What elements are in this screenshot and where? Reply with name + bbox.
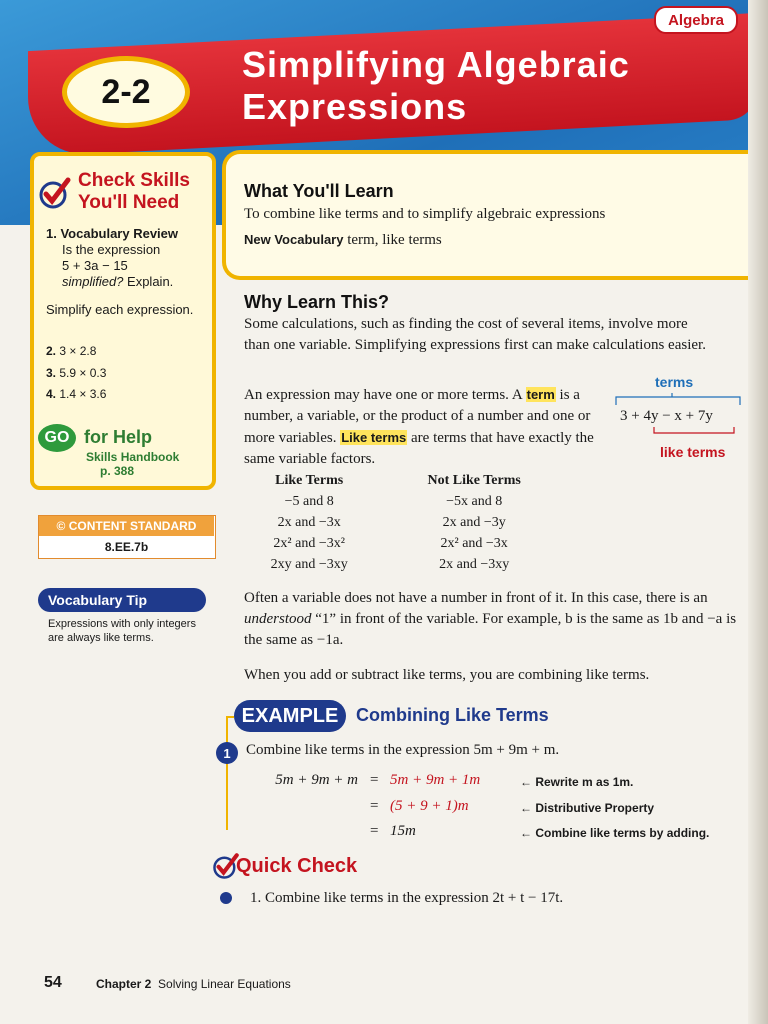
title-line-1: Simplifying Algebraic — [242, 44, 630, 85]
for-help-link[interactable]: for Help — [84, 427, 153, 447]
check-skills-title — [78, 170, 190, 214]
equals-sign: = — [370, 823, 379, 839]
why-heading: Why Learn This? — [244, 292, 390, 312]
bullet-icon — [220, 892, 232, 904]
diagram-expression: 3 + 4y − x + 7y — [620, 408, 713, 424]
example-prompt: Combine like terms in the expression 5m + 9m + m. — [246, 742, 560, 758]
new-vocabulary-terms: term, like terms — [343, 232, 442, 248]
vocab-review-label: Vocabulary Review — [60, 226, 179, 241]
chapter-footer — [96, 977, 291, 991]
like-terms-table — [246, 470, 546, 575]
go-icon[interactable]: GO — [38, 424, 76, 452]
content-standard-heading: © CONTENT STANDARD — [39, 516, 214, 536]
check-skills-title-1: Check Skills — [78, 170, 190, 191]
page-title — [242, 44, 630, 128]
example-number: 1 — [216, 742, 238, 764]
lesson-number: 2-2 — [62, 56, 190, 128]
like-terms-highlight: Like terms — [341, 430, 407, 445]
step-rhs: 15m — [390, 823, 416, 839]
table-header: Like Terms — [275, 473, 344, 488]
problem-3: 3. 5.9 × 0.3 — [46, 366, 107, 380]
diagram-like-terms-label: like terms — [660, 444, 726, 460]
handbook-line-2: p. 388 — [100, 464, 135, 478]
check-skills-title-2: You'll Need — [78, 192, 180, 213]
quick-check-item: 1. Combine like terms in the expression 2t + t − 17t. — [250, 890, 564, 906]
understood-em: understood — [244, 611, 312, 627]
example-bracket — [226, 716, 234, 830]
vocab-review-line: Is the expression — [62, 242, 161, 257]
terms-paragraph: An expression may have one or more terms. A term is a number, a variable, or the product of a number and one or more variables. Like terms are terms that have exactly the same variable factors. — [244, 387, 594, 467]
algebra-tab[interactable]: Algebra — [654, 6, 738, 34]
example-badge: EXAMPLE — [234, 700, 346, 732]
vocab-review-rest: Explain. — [123, 274, 174, 289]
handbook-line-1: Skills Handbook — [86, 450, 180, 464]
understood-paragraph: Often a variable does not have a number in front of it. In this case, there is an understood “1” in front of the variable. For example, b is the same as 1b and −a is the same as −1a. — [244, 590, 737, 648]
table-row: 2xy and −3xy 2x and −3xy — [270, 557, 510, 572]
step-note: ← Rewrite m as 1m. — [520, 775, 634, 789]
step-rhs: 5m + 9m + 1m — [390, 772, 481, 788]
vocabulary-tip-heading: Vocabulary Tip — [38, 588, 206, 612]
term-highlight: term — [526, 387, 555, 402]
skills-handbook-ref — [86, 450, 179, 478]
page-number: 54 — [44, 974, 62, 991]
checkmark-icon — [38, 176, 72, 210]
table-header: Not Like Terms — [427, 473, 521, 488]
table-row: 2x² and −3x² 2x² and −3x — [273, 536, 508, 551]
step-lhs: 5m + 9m + m — [275, 772, 358, 788]
simplify-instruction: Simplify each expression. — [46, 302, 194, 317]
vocab-review-item — [46, 226, 206, 290]
quick-check-title: Quick Check — [236, 855, 358, 877]
diagram-terms-label: terms — [655, 374, 694, 390]
new-vocabulary-label: New Vocabulary — [244, 232, 344, 247]
learn-text: To combine like terms and to simplify algebraic expressions — [244, 206, 606, 222]
vocab-review-expr: 5 + 3a − 15 — [62, 258, 128, 273]
new-vocabulary — [244, 229, 442, 251]
item-number: 1. — [46, 226, 57, 241]
title-line-2: Expressions — [242, 86, 468, 127]
step-note: ← Combine like terms by adding. — [520, 826, 710, 840]
problem-4: 4. 1.4 × 3.6 — [46, 387, 107, 401]
chapter-label: Chapter 2 — [96, 977, 152, 991]
table-row: 2x and −3x 2x and −3y — [277, 515, 506, 530]
step-rhs: (5 + 9 + 1)m — [390, 798, 469, 814]
page-edge — [748, 0, 768, 1024]
content-standard-code: 8.EE.7b — [104, 540, 149, 554]
vocab-review-em: simplified? — [62, 274, 124, 289]
learn-heading: What You'll Learn — [244, 181, 394, 201]
combining-paragraph: When you add or subtract like terms, you are combining like terms. — [244, 667, 650, 683]
equals-sign: = — [370, 798, 379, 814]
step-note: ← Distributive Property — [520, 801, 655, 815]
table-row: −5 and 8 −5x and 8 — [284, 494, 503, 509]
vocabulary-tip-text: Expressions with only integers are always like terms. — [48, 618, 196, 644]
example-title: Combining Like Terms — [356, 705, 549, 725]
chapter-title: Solving Linear Equations — [158, 977, 291, 991]
problem-2: 2. 3 × 2.8 — [46, 344, 97, 358]
why-paragraph: Some calculations, such as finding the cost of several items, involve more than one variable. Simplifying expressions first can make calculations easier. — [244, 316, 706, 353]
equals-sign: = — [370, 772, 379, 788]
